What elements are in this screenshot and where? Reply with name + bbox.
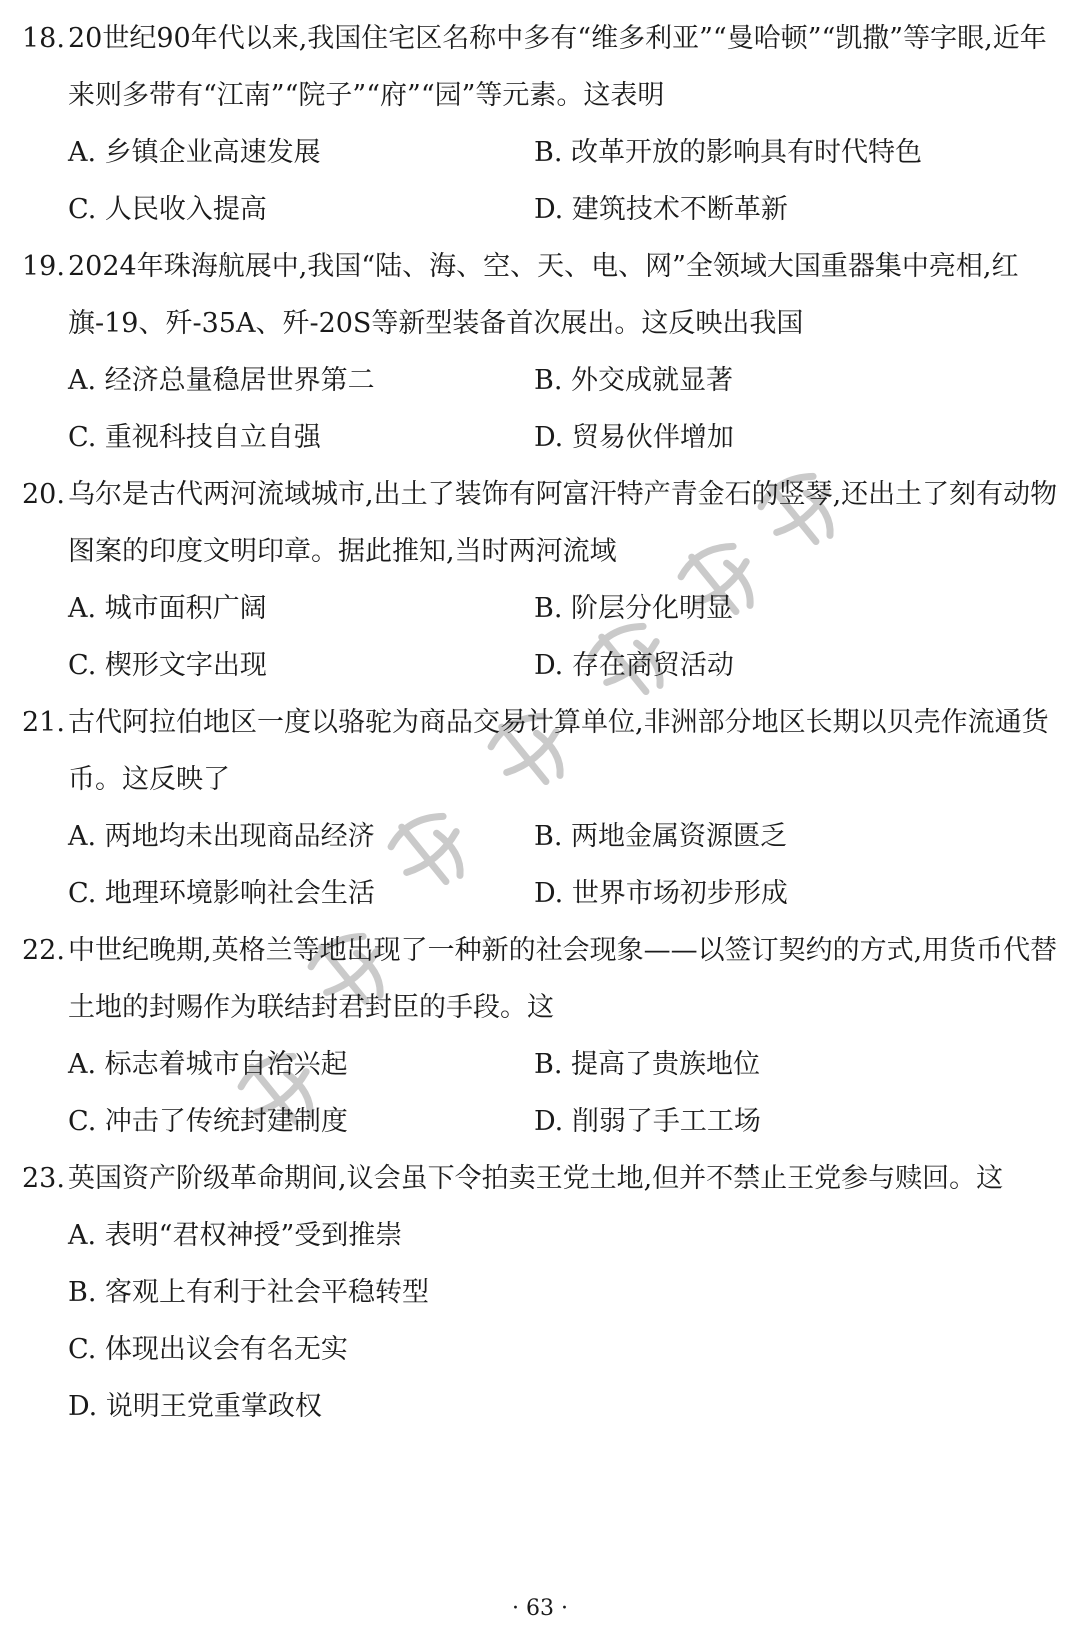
option-d: D. 说明王党重掌政权 [68,1391,322,1422]
option-c: C. 楔形文字出现 [68,650,267,681]
question-22 [22,922,1062,1150]
option-b: B. 阶层分化明显 [534,593,734,624]
question-number: 21. [22,707,65,738]
question-stem: 中世纪晚期,英格兰等地出现了一种新的社会现象——以签订契约的方式,用货币代替土地的封赐作为联结封君封臣的手段。这 [68,935,1058,1023]
option-c: C. 地理环境影响社会生活 [68,878,375,909]
option-a: A. 乡镇企业高速发展 [68,137,321,168]
question-stem: 乌尔是古代两河流域城市,出土了装饰有阿富汗特产青金石的竖琴,还出土了刻有动物图案的印度文明印章。据此推知,当时两河流域 [68,479,1058,567]
question-number: 22. [22,935,65,966]
option-a: A. 标志着城市自治兴起 [68,1049,348,1080]
question-stem: 古代阿拉伯地区一度以骆驼为商品交易计算单位,非洲部分地区长期以贝壳作流通货币。这反映了 [68,707,1049,795]
option-d: D. 存在商贸活动 [534,650,734,681]
option-d: D. 世界市场初步形成 [534,878,788,909]
option-c: C. 人民收入提高 [68,194,267,225]
question-19 [22,238,1062,466]
page-number: · 63 · [512,1596,568,1621]
question-stem: 英国资产阶级革命期间,议会虽下令拍卖王党土地,但并不禁止王党参与赎回。这 [68,1163,1004,1194]
option-b: B. 改革开放的影响具有时代特色 [534,137,923,168]
question-number: 20. [22,479,65,510]
option-a: A. 经济总量稳居世界第二 [68,365,375,396]
option-c: C. 冲击了传统封建制度 [68,1106,348,1137]
option-a: A. 两地均未出现商品经济 [68,821,375,852]
question-number: 18. [22,23,65,54]
option-c: C. 体现出议会有名无实 [68,1334,348,1365]
question-20 [22,466,1062,694]
option-c: C. 重视科技自立自强 [68,422,321,453]
option-b: B. 两地金属资源匮乏 [534,821,788,852]
option-d: D. 贸易伙伴增加 [534,422,734,453]
option-a: A. 表明“君权神授”受到推崇 [68,1220,403,1251]
option-d: D. 建筑技术不断革新 [534,194,788,225]
question-number: 19. [22,251,65,282]
question-18 [22,10,1062,238]
option-a: A. 城市面积广阔 [68,593,267,624]
option-d: D. 削弱了手工工场 [534,1106,761,1137]
option-b: B. 提高了贵族地位 [534,1049,761,1080]
question-stem: 20世纪90年代以来,我国住宅区名称中多有“维多利亚”“曼哈顿”“凯撒”等字眼,近年来则多带有“江南”“院子”“府”“园”等元素。这表明 [68,23,1047,111]
question-21 [22,694,1062,922]
question-number: 23. [22,1163,65,1194]
question-stem: 2024年珠海航展中,我国“陆、海、空、天、电、网”全领域大国重器集中亮相,红旗-19、歼-35A、歼-20S等新型装备首次展出。这反映出我国 [68,251,1019,339]
question-23 [22,1150,1062,1435]
option-b: B. 客观上有利于社会平稳转型 [68,1277,430,1308]
option-b: B. 外交成就显著 [534,365,734,396]
